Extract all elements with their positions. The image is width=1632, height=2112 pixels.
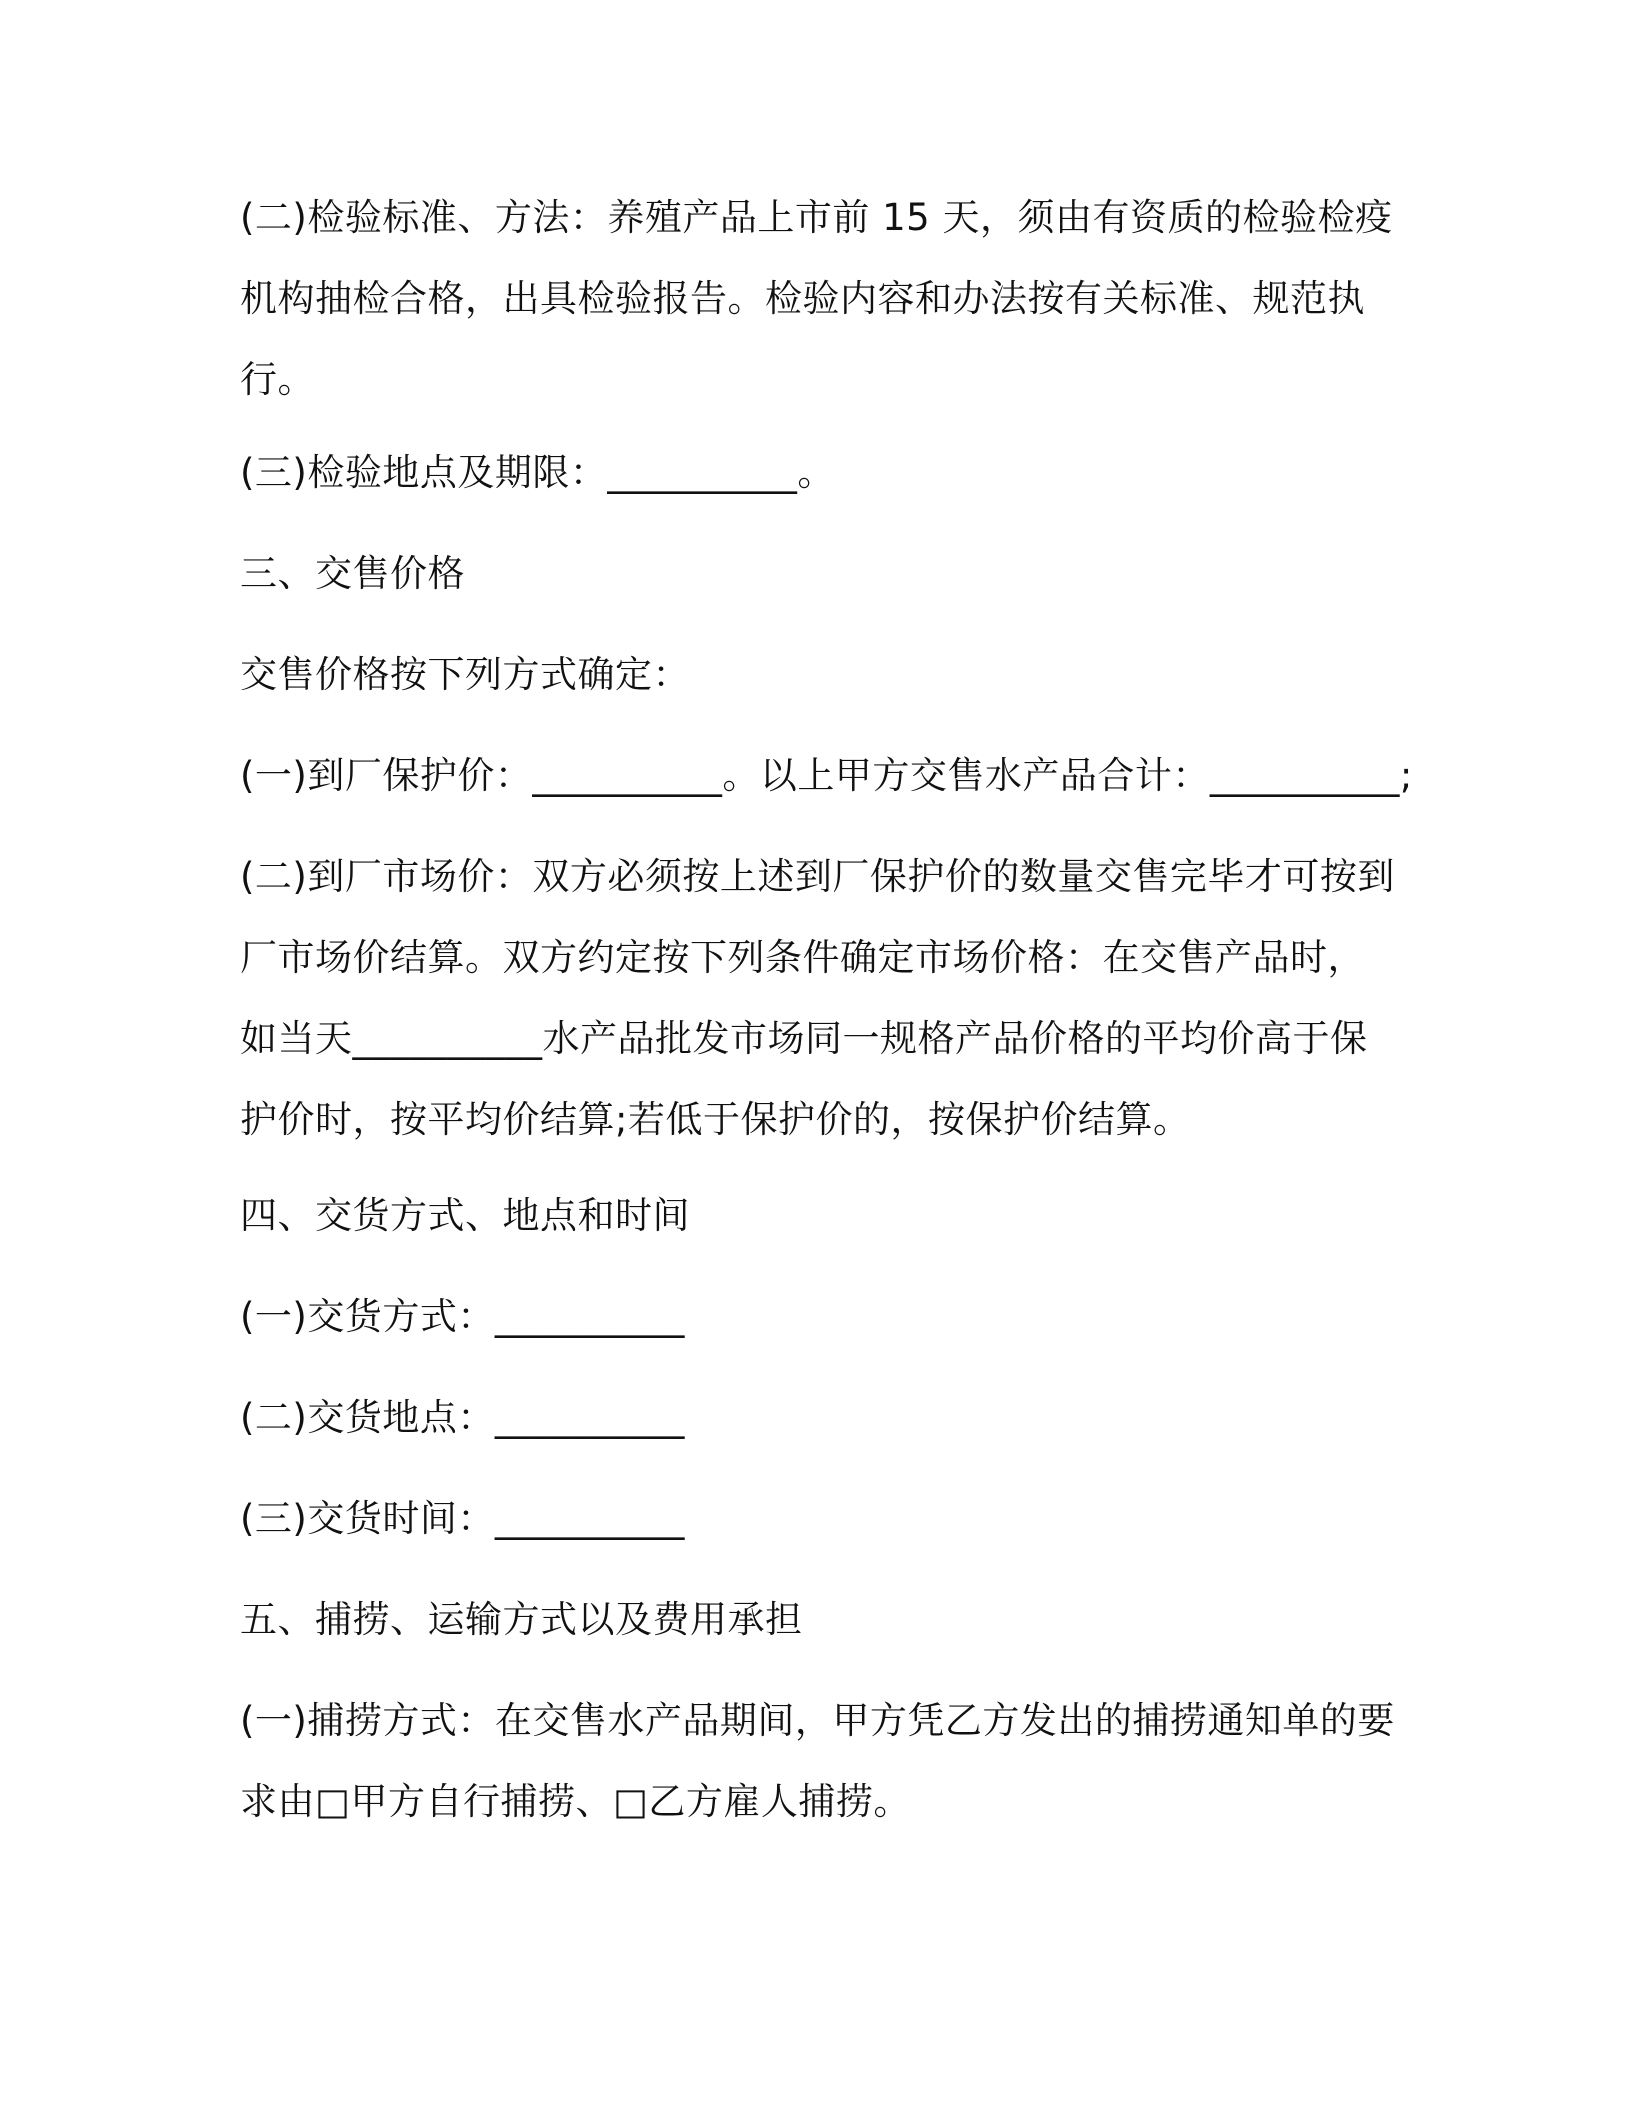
text-line: 四、交货方式、地点和时间 (240, 1194, 690, 1237)
section-heading-price (240, 533, 1420, 614)
text-line: 如当天__________水产品批发市场同一规格产品价格的平均价高于保 (240, 1017, 1368, 1060)
text-line: (一)到厂保护价：__________。以上甲方交售水产品合计：__________; (240, 754, 1413, 797)
paragraph-delivery-time (240, 1478, 1420, 1559)
text-line: 厂市场价结算。双方约定按下列条件确定市场价格：在交售产品时， (240, 936, 1365, 979)
text-line: (二)检验标准、方法：养殖产品上市前 15 天，须由有资质的检验检疫 (240, 196, 1393, 239)
text-line: 五、捕捞、运输方式以及费用承担 (240, 1598, 803, 1641)
text-line: 求由□甲方自行捕捞、□乙方雇人捕捞。 (240, 1780, 911, 1823)
text-line: (一)捕捞方式：在交售水产品期间，甲方凭乙方发出的捕捞通知单的要 (240, 1699, 1395, 1742)
paragraph-inspection-standard (240, 177, 1420, 420)
text-line: (一)交货方式：__________ (240, 1295, 685, 1338)
text-line: (三)检验地点及期限：__________。 (240, 451, 835, 494)
text-line: 交售价格按下列方式确定： (240, 653, 690, 696)
paragraph-delivery-location (240, 1377, 1420, 1458)
text-line: 机构抽检合格，出具检验报告。检验内容和办法按有关标准、规范执 (240, 277, 1365, 320)
text-line: (三)交货时间：__________ (240, 1497, 685, 1540)
paragraph-protection-price (240, 735, 1420, 816)
text-line: 护价时，按平均价结算;若低于保护价的，按保护价结算。 (240, 1098, 1191, 1141)
section-heading-delivery (240, 1175, 1420, 1256)
text-line: 行。 (240, 358, 315, 401)
section-heading-fishing (240, 1579, 1420, 1660)
paragraph-inspection-location (240, 432, 1420, 513)
paragraph-market-price (240, 836, 1420, 1160)
text-line: (二)到厂市场价：双方必须按上述到厂保护价的数量交售完毕才可按到 (240, 855, 1395, 898)
paragraph-price-intro (240, 634, 1420, 715)
paragraph-fishing-method (240, 1680, 1420, 1842)
text-line: 三、交售价格 (240, 552, 465, 595)
text-line: (二)交货地点：__________ (240, 1396, 685, 1439)
paragraph-delivery-method (240, 1276, 1420, 1357)
